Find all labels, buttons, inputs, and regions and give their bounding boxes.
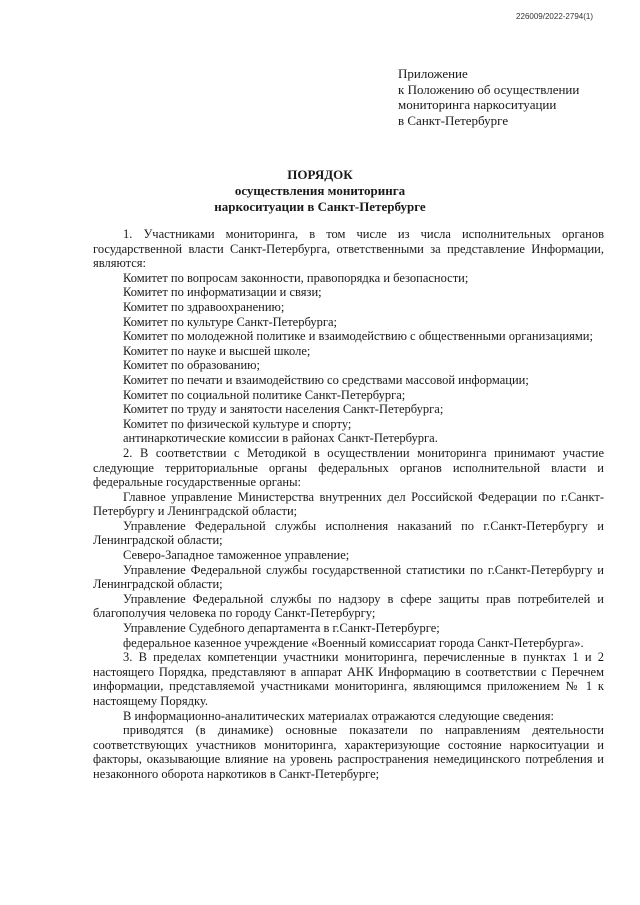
paragraph: 3. В пределах компетенции участники мониторинга, перечисленные в пунктах 1 и 2 настоящего Порядка, представляют в аппарат АНК Информацию в соответствии с Перечнем информации, представляемой участниками мониторинга, являющимся приложением № 1 к настоящему Порядку. (93, 650, 604, 708)
annex-line: Приложение (398, 66, 468, 81)
list-item: Комитет по образованию; (123, 358, 260, 373)
list-item: Комитет по вопросам законности, правопорядка и безопасности; (123, 270, 469, 285)
list-item: Комитет по физической культуре и спорту; (123, 416, 352, 431)
list-item: федеральное казенное учреждение «Военный комиссариат города Санкт-Петербурга». (123, 635, 584, 650)
list-item: антинаркотические комиссии в районах Санкт-Петербурга. (123, 431, 438, 446)
title-line: ПОРЯДОК (287, 167, 353, 182)
paragraph: 2. В соответствии с Методикой в осуществлении мониторинга принимают участие следующие территориальные органы федеральных органов исполнительной власти и федеральные государственные органы: (93, 445, 604, 490)
list-item: Комитет по информатизации и связи; (123, 285, 322, 300)
list-item: Северо-Западное таможенное управление; (123, 548, 350, 563)
document-number: 226009/2022-2794(1) (516, 12, 593, 21)
paragraph: приводятся (в динамике) основные показатели по направлениям деятельности соответствующих участников мониторинга, характеризующие состояние наркоситуации и факторы, оказывающие влияние на уровень распространения немедицинского потребления и незаконного оборота наркотиков в Санкт-Петербурге; (93, 723, 604, 781)
annex-line: мониторинга наркоситуации (398, 97, 557, 112)
paragraph: Управление Федеральной службы по надзору в сфере защиты прав потребителей и благополучия человека по городу Санкт-Петербургу; (93, 591, 604, 621)
paragraph: Управление Федеральной службы исполнения наказаний по г.Санкт-Петербургу и Ленинградской области; (93, 518, 604, 548)
list-item: Комитет по здравоохранению; (123, 299, 285, 314)
paragraph: Управление Федеральной службы государственной статистики по г.Санкт-Петербургу и Ленинградской области; (93, 562, 604, 592)
list-item: Комитет по социальной политике Санкт-Петербурга; (123, 387, 406, 402)
document-title (0, 167, 640, 215)
annex-header (398, 66, 628, 128)
list-item: В информационно-аналитических материалах отражаются следующие сведения: (123, 708, 554, 723)
list-item: Комитет по культуре Санкт-Петербурга; (123, 314, 337, 329)
list-item: Комитет по печати и взаимодействию со средствами массовой информации; (123, 372, 529, 387)
title-line: осуществления мониторинга (234, 183, 406, 198)
list-item: Комитет по науке и высшей школе; (123, 343, 311, 358)
document-body (93, 227, 604, 782)
list-item: Комитет по труду и занятости населения Санкт-Петербурга; (123, 402, 444, 417)
list-item: Управление Судебного департамента в г.Санкт-Петербурге; (123, 621, 440, 636)
paragraph: Комитет по молодежной политике и взаимодействию с общественными организациями; (123, 329, 593, 344)
paragraph: Главное управление Министерства внутренних дел Российской Федерации по г.Санкт-Петербургу и Ленинградской области; (93, 489, 604, 519)
title-line: наркоситуации в Санкт-Петербурге (214, 199, 426, 214)
annex-line: в Санкт-Петербурге (398, 112, 509, 128)
annex-line: к Положению об осуществлении (398, 81, 580, 97)
paragraph: 1. Участниками мониторинга, в том числе из числа исполнительных органов государственной власти Санкт-Петербурга, ответственными за представление Информации, являются: (93, 227, 604, 271)
